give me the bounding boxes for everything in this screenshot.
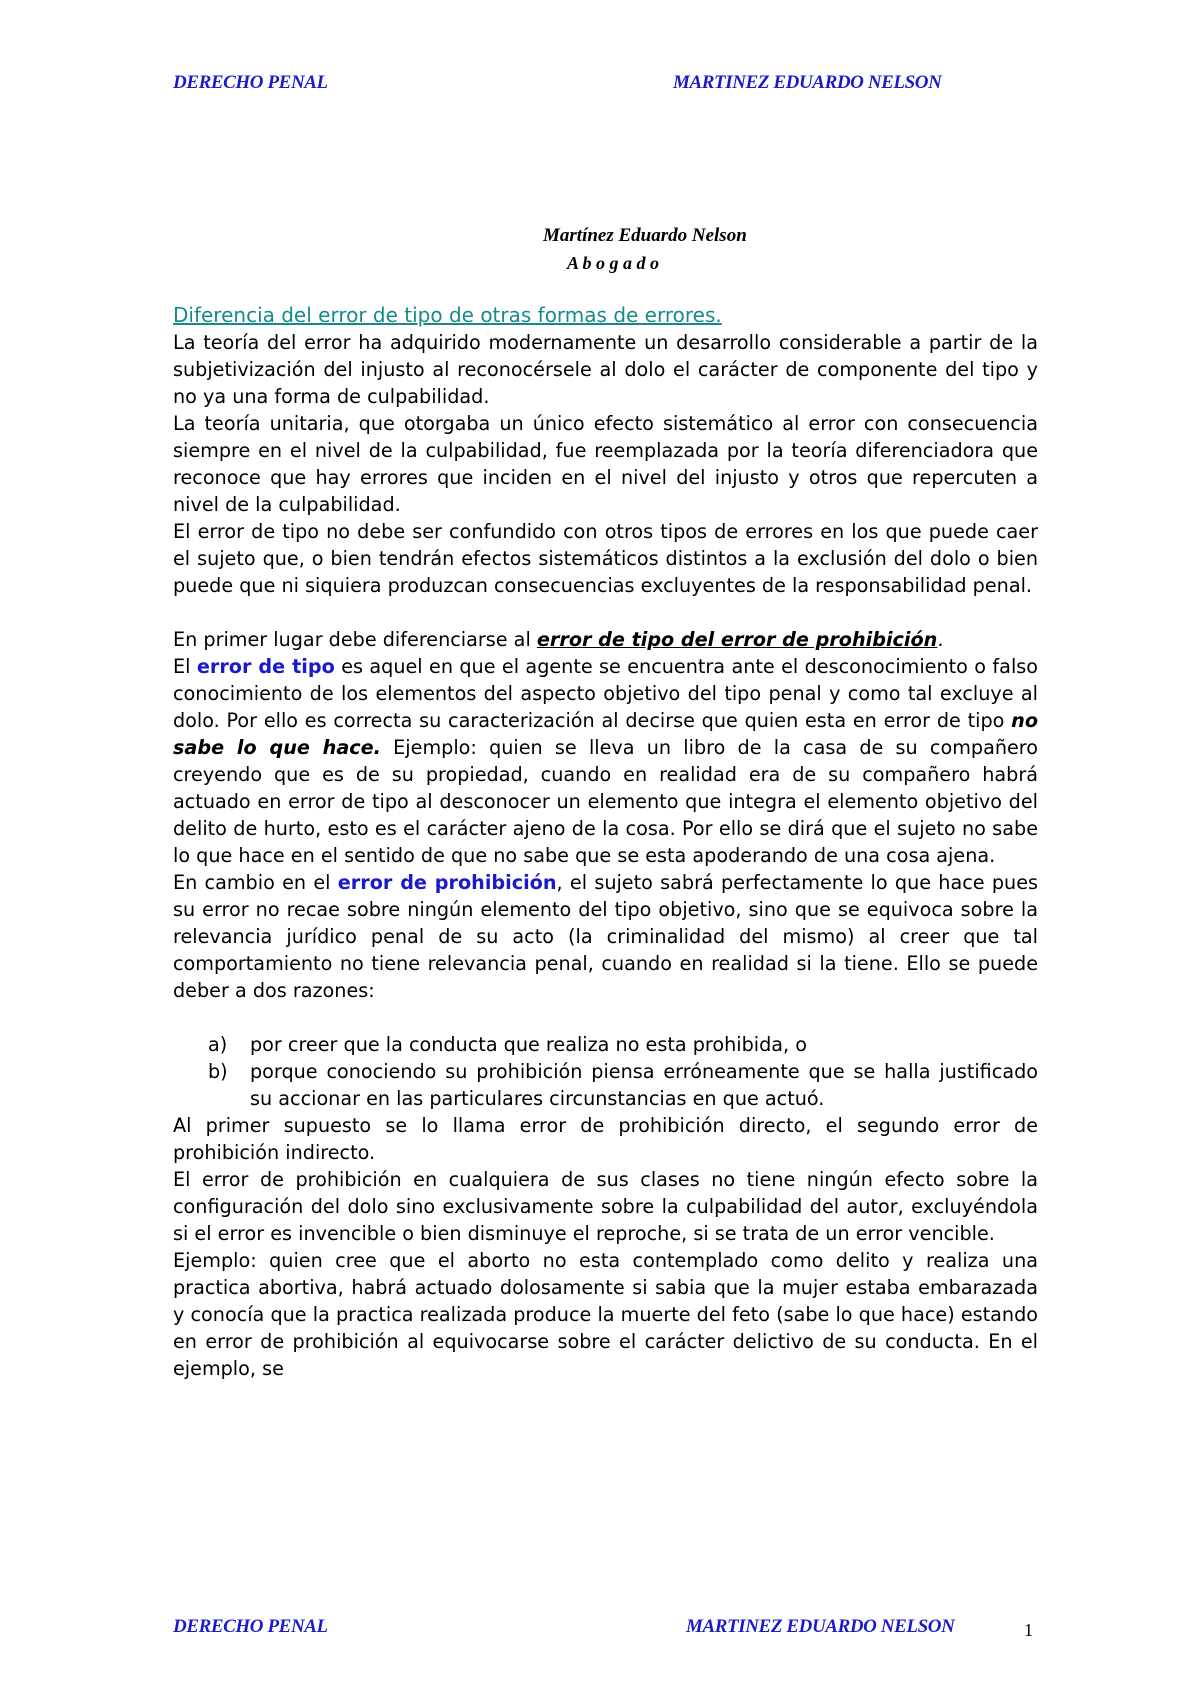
list-marker: a) (208, 1033, 228, 1056)
list-item-text: porque conociendo su prohibición piensa erróneamente que se halla justificado su accionar en las particulares circunstancias en que actuó. (250, 1060, 1038, 1110)
paragraph: La teoría del error ha adquirido modernamente un desarrollo considerable a partir de la subjetivización del injusto al reconocérsele al dolo el carácter de componente del tipo y no ya una forma de culpabilidad. (173, 331, 1038, 408)
highlight-term: error de tipo del error de prohibición (536, 628, 938, 651)
list-item-text: por creer que la conducta que realiza no esta prohibida, o (250, 1033, 807, 1056)
footer-left: DERECHO PENAL (173, 1616, 328, 1637)
list-item (173, 1031, 1038, 1058)
emphasis-text: no sabe lo que hace. (173, 709, 1038, 759)
paragraph: El error de tipo es aquel en que el agente se encuentra ante el desconocimiento o falso conocimiento de los elementos del aspecto objetivo del tipo penal y como tal excluye al dolo. Por ello es correcta su caracterización al decirse que quien esta en error de tipo no sabe lo que hace. Ejemplo: quien se lleva un libro de la casa de su compañero creyendo que es de su propiedad, cuando en realidad era de su compañero habrá actuado en error de tipo al desconocer un elemento que integra el elemento objetivo del delito de hurto, esto es el carácter ajeno de la cosa. Por ello se dirá que el sujeto no sabe lo que hace en el sentido de que no sabe que se esta apoderando de una cosa ajena. (173, 655, 1039, 867)
spacer (173, 599, 1038, 626)
reasons-list (173, 1031, 1038, 1112)
paragraph: En cambio en el error de prohibición, el sujeto sabrá perfectamente lo que hace pues su error no recae sobre ningún elemento del tipo objetivo, sino que se equivoca sobre la relevancia jurídico penal de su acto (la criminalidad del mismo) al creer que tal comportamiento no tiene relevancia penal, cuando en realidad si la tiene. Ello se puede deber a dos razones: (173, 871, 1039, 1002)
spacer (173, 1004, 1038, 1031)
footer-right: MARTINEZ EDUARDO NELSON (686, 1616, 955, 1637)
author-name: Martínez Eduardo Nelson (543, 225, 747, 246)
paragraph: Al primer supuesto se lo llama error de prohibición directo, el segundo error de prohibición indirecto. (173, 1114, 1038, 1164)
paragraph: En primer lugar debe diferenciarse al error de tipo del error de prohibición. (173, 628, 944, 651)
keyword-error-de-tipo: error de tipo (196, 655, 335, 678)
document-body (173, 302, 1038, 1382)
page-number: 1 (1024, 1620, 1033, 1640)
section-title-text: Diferencia del error de tipo de otras formas de errores. (173, 303, 722, 327)
keyword-error-de-prohibicion: error de prohibición (337, 871, 557, 894)
header-right: MARTINEZ EDUARDO NELSON (673, 72, 942, 93)
paragraph: La teoría unitaria, que otorgaba un único efecto sistemático al error con consecuencia siempre en el nivel de la culpabilidad, fue reemplazada por la teoría diferenciadora que reconoce que hay errores que inciden en el nivel del injusto y otros que repercuten a nivel de la culpabilidad. (173, 412, 1038, 516)
section-title (173, 302, 1038, 329)
author-role: A b o g a d o (567, 253, 660, 273)
paragraph: El error de tipo no debe ser confundido con otros tipos de errores en los que puede caer el sujeto que, o bien tendrán efectos sistemáticos distintos a la exclusión del dolo o bien puede que ni siquiera produzcan consecuencias excluyentes de la responsabilidad penal. (173, 520, 1038, 597)
paragraph: El error de prohibición en cualquiera de sus clases no tiene ningún efecto sobre la configuración del dolo sino exclusivamente sobre la culpabilidad del autor, excluyéndola si el error es invencible o bien disminuye el reproche, si se trata de un error vencible. (173, 1168, 1038, 1245)
paragraph: Ejemplo: quien cree que el aborto no esta contemplado como delito y realiza una practica abortiva, habrá actuado dolosamente si sabia que la mujer estaba embarazada y conocía que la practica realizada produce la muerte del feto (sabe lo que hace) estando en error de prohibición al equivocarse sobre el carácter delictivo de su conducta. En el ejemplo, se (173, 1249, 1038, 1380)
list-item (173, 1058, 1038, 1112)
list-marker: b) (208, 1060, 228, 1083)
header-left: DERECHO PENAL (173, 72, 328, 93)
